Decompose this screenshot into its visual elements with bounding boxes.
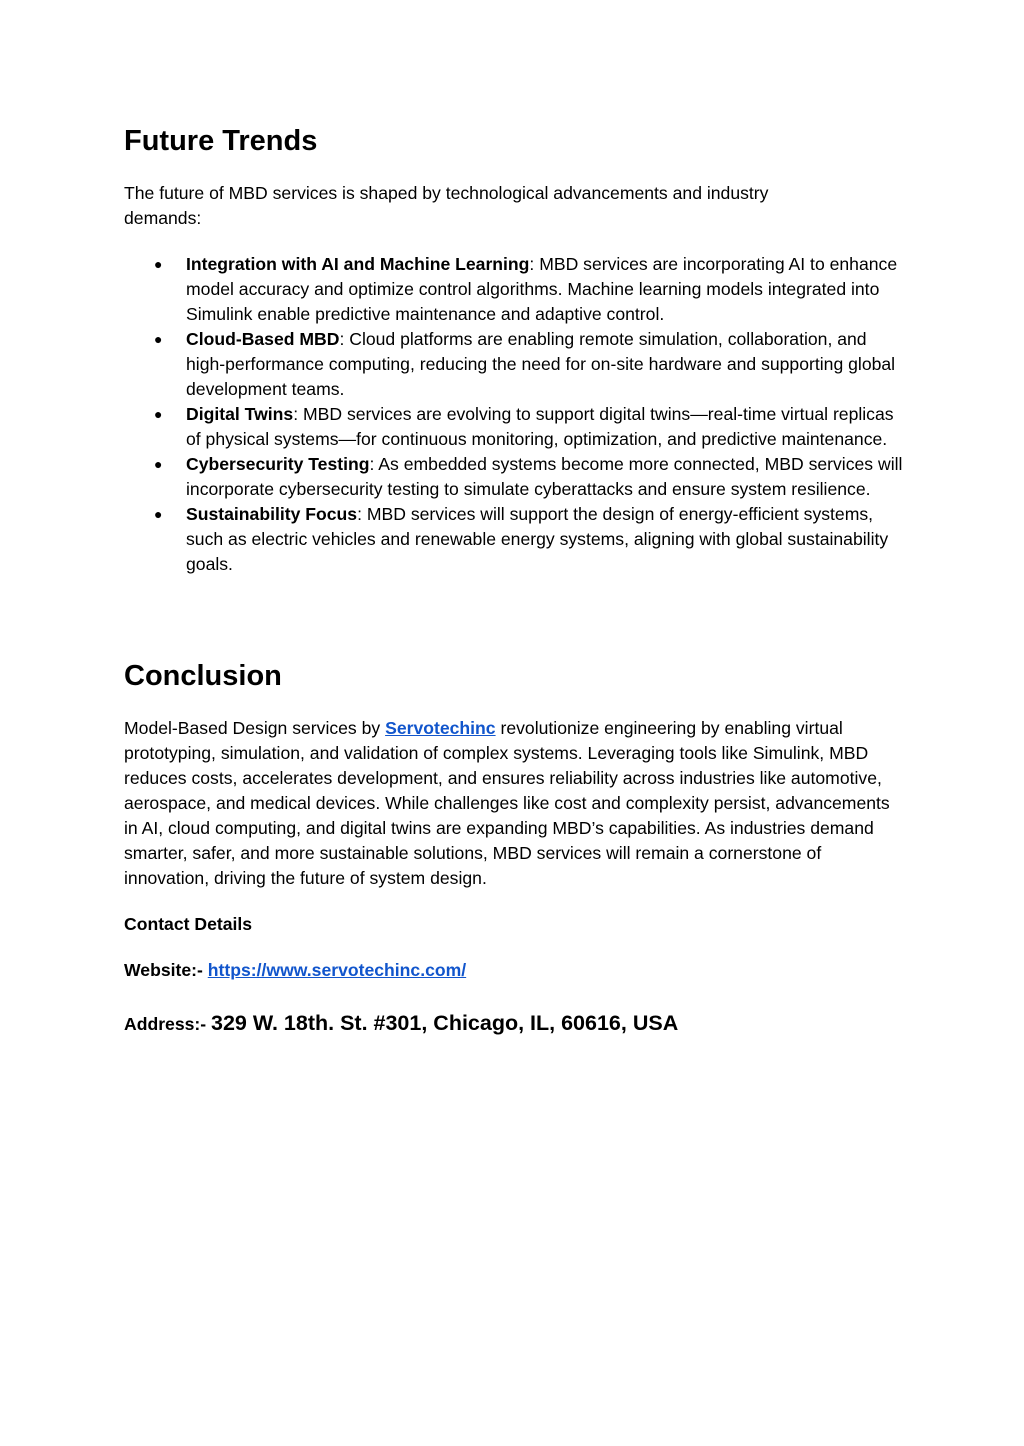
trend-term: Sustainability Focus — [186, 504, 358, 524]
bullet-icon: ● — [154, 406, 163, 422]
bullet-icon: ● — [154, 256, 163, 272]
conclusion-heading: Conclusion — [124, 660, 282, 692]
trend-term: Digital Twins — [186, 404, 294, 424]
conclusion-paragraph — [124, 716, 904, 891]
conclusion-text-end: revolutionize engineering by enabling virtual prototyping, simulation, and validation of complex systems. Leveraging tools like Simulink, MBD reduces costs, accelerates development, and ensures reliability across industries like automotive, aerospace, and medical devices. While challenges like cost and complexity persist, advancements in AI, cloud computing, and digital twins are expanding MBD’s capabilities. As industries demand smarter, safer, and more sustainable solutions, MBD services will remain a cornerstone of innovation, driving the future of system design. — [124, 718, 890, 888]
list-item — [124, 327, 904, 402]
website-line — [124, 958, 466, 983]
trend-term: Integration with AI and Machine Learning — [186, 254, 530, 274]
address-label: Address:- — [124, 1014, 212, 1034]
website-label: Website:- — [124, 960, 208, 980]
trend-text: : MBD services are incorporating AI to enhance model accuracy and optimize control algorithms. Machine learning models integrated into Simulink enable predictive maintenance and adaptive control. — [186, 254, 898, 324]
future-trends-list — [124, 252, 904, 577]
trend-term: Cybersecurity Testing — [186, 454, 370, 474]
servotechinc-link[interactable]: Servotechinc — [385, 718, 496, 738]
address-line — [124, 1008, 678, 1039]
contact-details-title: Contact Details — [124, 914, 253, 934]
website-link[interactable]: https://www.servotechinc.com/ — [207, 960, 467, 980]
list-item — [124, 502, 904, 577]
future-trends-intro: The future of MBD services is shaped by technological advancements and industry demands: — [124, 183, 769, 228]
address-value: 329 W. 18th. St. #301, Chicago, IL, 60616, USA — [211, 1011, 679, 1035]
bullet-icon: ● — [154, 506, 163, 522]
conclusion-text-start: Model-Based Design services by — [124, 718, 386, 738]
future-trends-heading: Future Trends — [124, 125, 318, 157]
trend-text: : MBD services will support the design of energy-efficient systems, such as electric vehicles and renewable energy systems, aligning with global sustainability goals. — [186, 504, 889, 574]
trend-text: : Cloud platforms are enabling remote simulation, collaboration, and high-performance computing, reducing the need for on-site hardware and supporting global development teams. — [186, 329, 896, 399]
list-item — [124, 402, 904, 452]
trend-text: : As embedded systems become more connected, MBD services will incorporate cybersecurity testing to simulate cyberattacks and ensure system resilience. — [186, 454, 903, 499]
list-item — [124, 252, 904, 327]
list-item — [124, 452, 904, 502]
bullet-icon: ● — [154, 331, 163, 347]
trend-text: : MBD services are evolving to support digital twins—real-time virtual replicas of physical systems—for continuous monitoring, optimization, and predictive maintenance. — [186, 404, 894, 449]
trend-term: Cloud-Based MBD — [186, 329, 340, 349]
bullet-icon: ● — [154, 456, 163, 472]
